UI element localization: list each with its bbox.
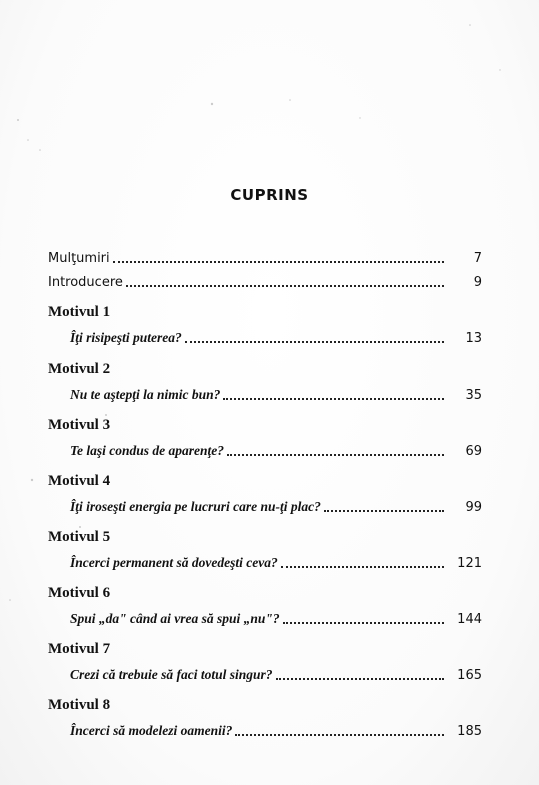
leader-dots [324, 510, 444, 512]
chapter-heading: Motivul 6 [48, 585, 111, 601]
toc-entry-chapter [70, 441, 482, 459]
leader-dots [276, 678, 444, 680]
chapter-heading: Motivul 7 [48, 641, 111, 657]
leader-dots [283, 622, 444, 624]
toc-page-number: 35 [465, 388, 482, 403]
toc-entry-chapter [70, 328, 482, 346]
chapter-heading: Motivul 2 [48, 361, 111, 377]
leader-dots [223, 398, 444, 400]
toc-entry-label: Introducere [48, 275, 123, 290]
chapter-heading: Motivul 1 [48, 304, 111, 320]
chapter-question: Crezi că trebuie să faci totul singur? [70, 667, 273, 682]
toc-page-number: 144 [457, 612, 482, 627]
toc-entry-label: Mulţumiri [48, 251, 110, 266]
chapter-question: Îţi risipeşti puterea? [70, 330, 182, 345]
chapter-question: Spui „da" când ai vrea să spui „nu"? [70, 611, 280, 626]
toc-entry-chapter [70, 553, 482, 571]
toc-page-number: 7 [473, 251, 482, 266]
chapter-question: Încerci să modelezi oamenii? [70, 723, 233, 738]
leader-dots [113, 261, 444, 263]
toc-entry-chapter [70, 721, 482, 739]
toc-entry-introduction [48, 272, 482, 290]
toc-entry-chapter [70, 665, 482, 683]
leader-dots [235, 734, 444, 736]
toc-page-number: 69 [465, 444, 482, 459]
toc-entry-chapter [70, 385, 482, 403]
chapter-heading: Motivul 5 [48, 529, 111, 545]
chapter-question: Te laşi condus de aparenţe? [70, 443, 225, 458]
toc-entry-chapter [70, 497, 482, 515]
contents-title: CUPRINS [230, 186, 309, 204]
toc-page-number: 13 [465, 331, 482, 346]
toc-page-number: 99 [465, 500, 482, 515]
leader-dots [227, 454, 444, 456]
leader-dots [185, 341, 444, 343]
leader-dots [126, 285, 444, 287]
chapter-heading: Motivul 3 [48, 417, 111, 433]
chapter-question: Nu te aştepţi la nimic bun? [70, 387, 221, 402]
toc-entry-acknowledgements [48, 248, 482, 266]
chapter-heading: Motivul 8 [48, 697, 111, 713]
toc-page-number: 121 [457, 556, 482, 571]
chapter-heading: Motivul 4 [48, 473, 111, 489]
chapter-question: Încerci permanent să dovedeşti ceva? [70, 555, 278, 570]
toc-page-number: 185 [457, 724, 482, 739]
leader-dots [281, 566, 444, 568]
chapter-question: Îţi iroseşti energia pe lucruri care nu-ţi plac? [70, 499, 321, 514]
toc-page-number: 9 [473, 275, 482, 290]
toc-page-number: 165 [457, 668, 482, 683]
toc-entry-chapter [70, 609, 482, 627]
